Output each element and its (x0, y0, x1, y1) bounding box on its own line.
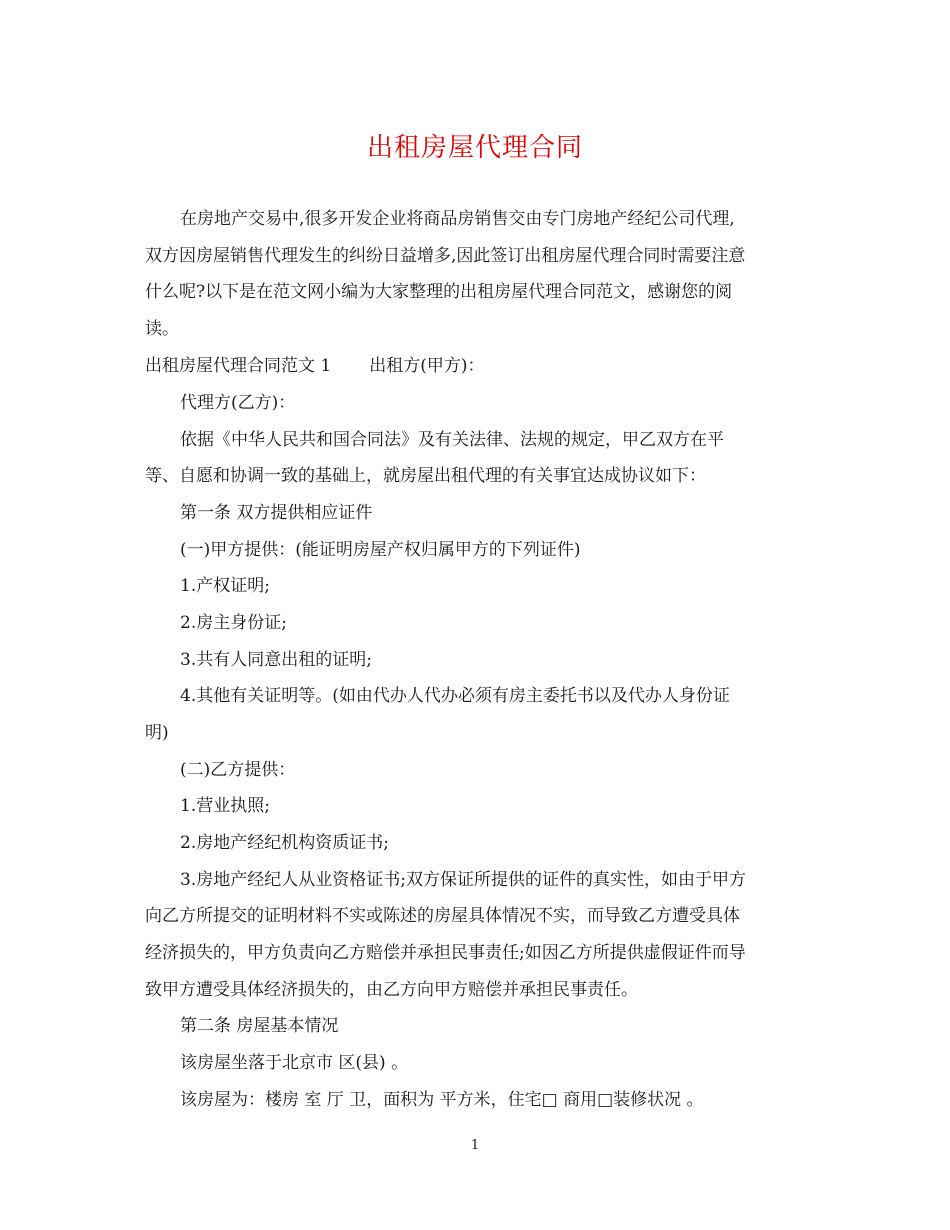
list-item: 4.其他有关证明等。(如由代办人代办必须有房主委托书以及代办人身份证 (180, 686, 730, 706)
house-location: 该房屋坐落于北京市 区(县) 。 (180, 1053, 409, 1073)
list-item-continuation: 向乙方所提交的证明材料不实或陈述的房屋具体情况不实，而导致乙方遭受具体 (145, 906, 740, 926)
list-item-continuation: 经济损失的，甲方负责向乙方赔偿并承担民事责任;如因乙方所提供虚假证件而导 (145, 943, 746, 963)
sample-heading: 出租房屋代理合同范文 1 (145, 356, 332, 376)
article-2-title: 第二条 房屋基本情况 (180, 1016, 339, 1036)
lessor-label: 出租方(甲方)： (369, 356, 485, 376)
article-1-title: 第一条 双方提供相应证件 (180, 503, 373, 523)
agent-label: 代理方(乙方)： (180, 393, 296, 413)
list-item: 3.共有人同意出租的证明; (180, 650, 372, 670)
basis-line: 等、自愿和协调一致的基础上，就房屋出租代理的有关事宜达成协议如下： (145, 466, 706, 486)
party-a-provides: (一)甲方提供：(能证明房屋产权归属甲方的下列证件) (180, 540, 581, 560)
intro-line: 读。 (145, 319, 179, 339)
sample-heading-line (145, 348, 810, 384)
basis-line: 依据《中华人民共和国合同法》及有关法律、法规的规定，甲乙双方在平 (180, 430, 724, 450)
document-title: 出租房屋代理合同 (366, 133, 583, 163)
intro-line: 双方因房屋销售代理发生的纠纷日益增多,因此签订出租房屋代理合同时需要注意 (145, 246, 746, 266)
list-item: 2.房主身份证; (180, 613, 287, 633)
party-b-provides: (二)乙方提供： (180, 760, 296, 780)
list-item-continuation: 致甲方遭受具体经济损失的，由乙方向甲方赔偿并承担民事责任。 (145, 980, 638, 1000)
list-item: 1.产权证明; (180, 576, 270, 596)
list-item: 3.房地产经纪人从业资格证书;双方保证所提供的证件的真实性，如由于甲方 (180, 870, 746, 890)
list-item: 1.营业执照; (180, 796, 270, 816)
intro-line: 什么呢?以下是在范文网小编为大家整理的出租房屋代理合同范文，感谢您的阅 (145, 282, 733, 302)
list-item: 2.房地产经纪机构资质证书; (180, 833, 389, 853)
list-item-continuation: 明) (145, 723, 169, 743)
intro-line: 在房地产交易中,很多开发企业将商品房销售交由专门房地产经纪公司代理, (180, 209, 735, 229)
page-number: 1 (470, 1138, 480, 1153)
house-description: 该房屋为：楼房 室 厅 卫，面积为 平方米，住宅□ 商用□装修状况 。 (180, 1090, 704, 1110)
